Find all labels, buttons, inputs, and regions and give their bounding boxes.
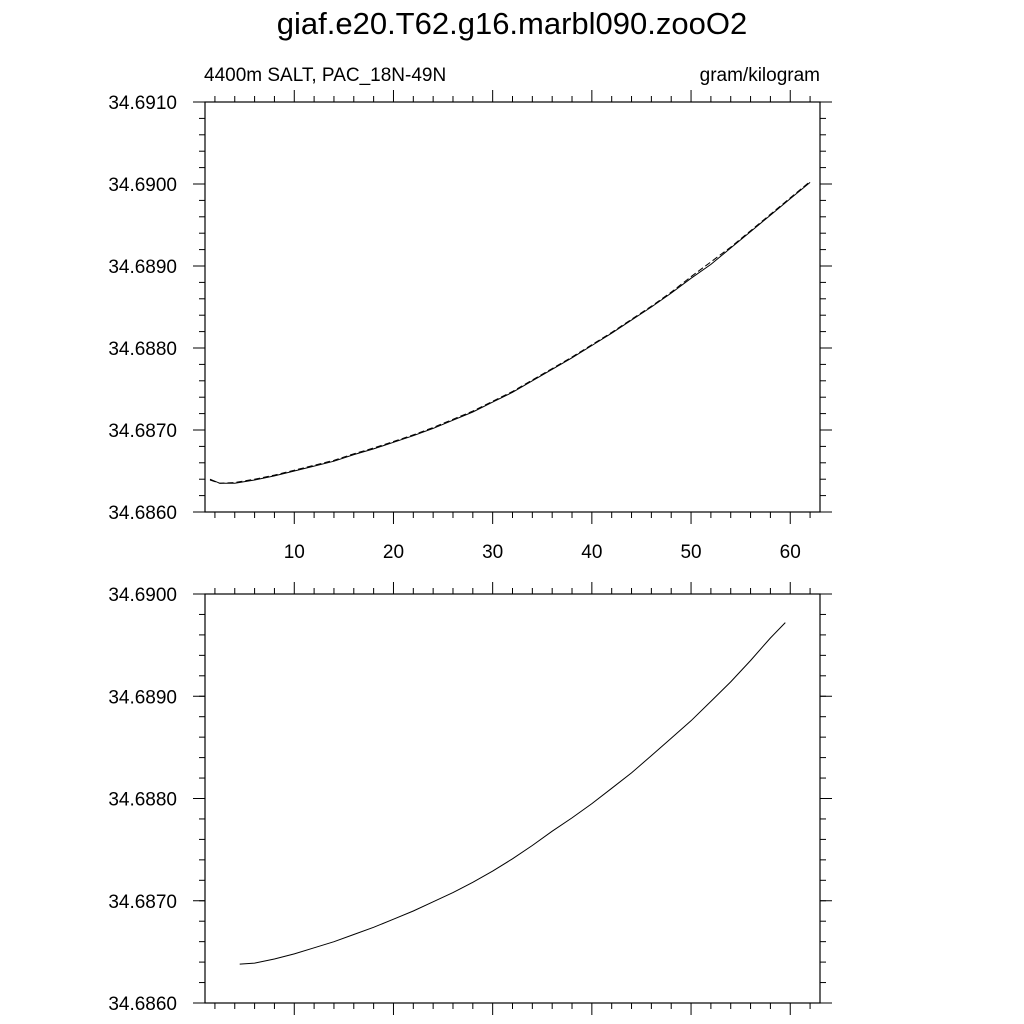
y-tick-label: 34.6900	[108, 175, 177, 196]
plot-frame	[205, 102, 820, 512]
y-tick-label: 34.6890	[108, 257, 177, 278]
series-line-2	[210, 182, 810, 484]
subtitle-right: gram/kilogram	[699, 65, 820, 86]
y-tick-label: 34.6880	[108, 789, 177, 811]
plot-frame	[205, 594, 820, 1003]
y-tick-label: 34.6860	[108, 503, 177, 524]
y-tick-label: 34.6910	[108, 93, 177, 114]
x-tick-label: 20	[382, 542, 405, 563]
y-tick-label: 34.6880	[108, 339, 177, 360]
x-tick-label: 40	[581, 542, 603, 563]
y-tick-label: 34.6870	[108, 891, 177, 913]
x-tick-label: 10	[283, 542, 305, 563]
plot-1	[108, 90, 832, 563]
subtitle-left: 4400m SALT, PAC_18N-49N	[204, 65, 447, 86]
y-tick-label: 34.6890	[108, 687, 177, 709]
figure-title: giaf.e20.T62.g16.marbl090.zooO2	[276, 6, 748, 41]
series-line-1	[210, 182, 810, 483]
series-line-1	[240, 623, 786, 965]
plot-2	[108, 582, 832, 1015]
x-tick-label: 30	[482, 542, 504, 563]
x-tick-label: 60	[779, 542, 801, 563]
y-tick-label: 34.6870	[108, 421, 177, 442]
x-tick-label: 50	[680, 542, 702, 563]
y-tick-label: 34.6860	[108, 994, 177, 1015]
y-tick-label: 34.6900	[108, 585, 177, 606]
